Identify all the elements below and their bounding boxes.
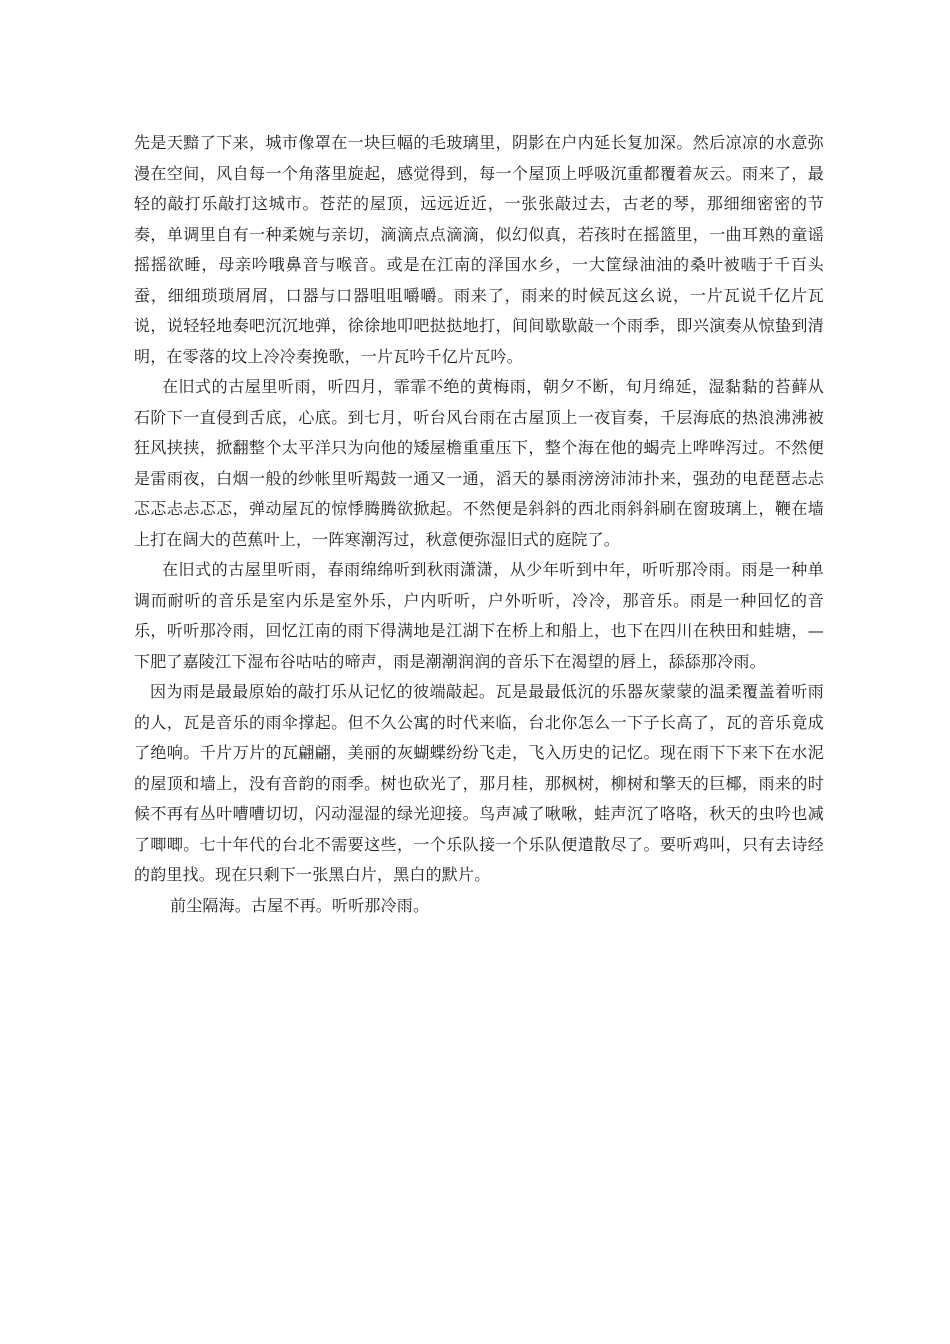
paragraph-1: 先是天黯了下来，城市像罩在一块巨幅的毛玻璃里，阴影在户内延长复加深。然后凉凉的水意弥漫在空间，风自每一个角落里旋起，感觉得到，每一个屋顶上呼吸沉重都覆着灰云。雨来了，最轻的敲打乐敲打这城市。苍茫的屋顶，远远近近，一张张敲过去，古老的琴，那细细密密的节奏，单调里自有一种柔婉与亲切，滴滴点点滴滴，似幻似真，若孩时在摇篮里，一曲耳熟的童谣摇摇欲睡，母亲吟哦鼻音与喉音。或是在江南的泽国水乡，一大筐绿油油的桑叶被啮于千百头蚕，细细琐琐屑屑，口器与口器咀咀嚼嚼。雨来了，雨来的时候瓦这幺说，一片瓦说千亿片瓦说，说轻轻地奏吧沉沉地弹，徐徐地叩吧挞挞地打，间间歇歇敲一个雨季，即兴演奏从惊蛰到清明，在零落的坟上冷冷奏挽歌，一片瓦吟千亿片瓦吟。 [134,133,824,366]
paragraph-5: 前尘隔海。古屋不再。听听那冷雨。 [170,895,430,915]
document-body [134,128,824,921]
paragraph-4: 因为雨是最最原始的敲打乐从记忆的彼端敲起。瓦是最最低沉的乐器灰蒙蒙的温柔覆盖着听雨的人，瓦是音乐的雨伞撑起。但不久公寓的时代来临，台北你怎么一下子长高了，瓦的音乐竟成了绝响。千片万片的瓦翩翩，美丽的灰蝴蝶纷纷飞走，飞入历史的记忆。现在雨下下来下在水泥的屋顶和墙上，没有音韵的雨季。树也砍光了，那月桂，那枫树，柳树和擎天的巨椰，雨来的时候不再有丛叶嘈嘈切切，闪动湿湿的绿光迎接。鸟声减了啾啾，蛙声沉了咯咯，秋天的虫吟也减了唧唧。七十年代的台北不需要这些，一个乐队接一个乐队便遣散尽了。要听鸡叫，只有去诗经的韵里找。现在只剩下一张黑白片，黑白的默片。 [134,682,824,884]
paragraph-2: 在旧式的古屋里听雨，听四月，霏霏不绝的黄梅雨，朝夕不断，旬月绵延，湿黏黏的苔藓从石阶下一直侵到舌底，心底。到七月，听台风台雨在古屋顶上一夜盲奏，千层海底的热浪沸沸被狂风挟挟，掀翻整个太平洋只为向他的矮屋檐重重压下，整个海在他的蝎壳上哗哗泻过。不然便是雷雨夜，白烟一般的纱帐里听羯鼓一通又一通，滔天的暴雨滂滂沛沛扑来，强劲的电琵琶忐忐忑忑忐忐忑忑，弹动屋瓦的惊悸腾腾欲掀起。不然便是斜斜的西北雨斜斜刷在窗玻璃上，鞭在墙上打在阔大的芭蕉叶上，一阵寒潮泻过，秋意便弥湿旧式的庭院了。 [134,377,824,549]
paragraph-3: 在旧式的古屋里听雨，春雨绵绵听到秋雨潇潇，从少年听到中年，听听那冷雨。雨是一种单调而耐听的音乐是室内乐是室外乐，户内听听，户外听听，冷冷，那音乐。雨是一种回忆的音乐，听听那冷雨，回忆江南的雨下得满地是江湖下在桥上和船上，也下在四川在秧田和蛙塘，—下肥了嘉陵江下湿布谷咕咕的啼声，雨是潮潮润润的音乐下在渴望的唇上，舔舔那冷雨。 [134,560,824,671]
